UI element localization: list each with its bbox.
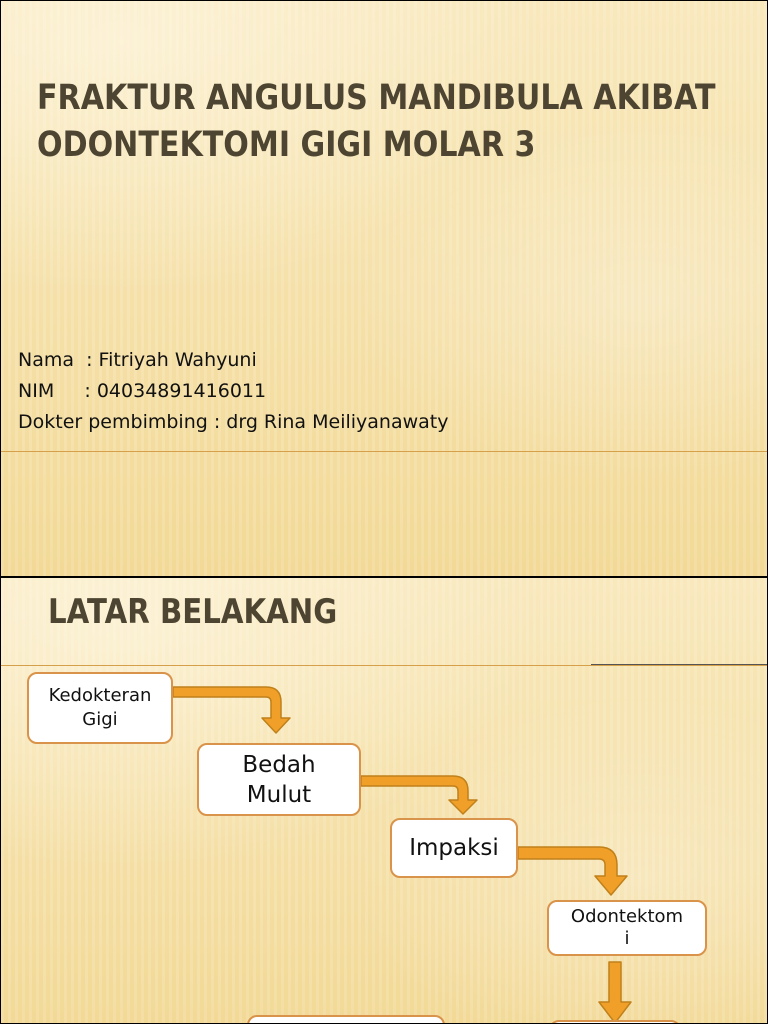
arrow-bedah-to-impaksi [361,776,477,814]
presenter-nim: NIM : 04034891416011 [18,380,267,402]
flow-box-label-line: Mulut [246,781,312,808]
flow-box-cut-off-left [247,1015,445,1024]
arrow-kedokteran-to-bedah [173,687,290,733]
flow-arrows [1,578,768,1024]
flow-box-label-line: Odontektom [570,906,684,927]
slide-title-line-1: FRAKTUR ANGULUS MANDIBULA AKIBAT [37,78,716,118]
flow-box-label-line: i [624,928,630,949]
divider-line [1,451,768,452]
slide-title [37,75,716,169]
flow-box-label: Impaksi [409,835,499,861]
flow-box-label-line: Kedokteran [48,685,152,706]
flow-box-kedokteran-gigi [27,672,173,744]
slide-title-line-2: ODONTEKTOMI GIGI MOLAR 3 [37,125,536,165]
arrow-odontektomi-down [599,962,631,1023]
flow-box-bedah-mulut [197,743,361,816]
flow-box-impaksi [390,818,518,878]
flow-box-cut-off-right [549,1020,681,1024]
slide-heading: LATAR BELAKANG [48,592,338,632]
background-slide [0,577,768,1024]
supervisor: Dokter pembimbing : drg Rina Meiliyanawaty [18,411,449,433]
presenter-name: Nama : Fitriyah Wahyuni [18,349,257,371]
flow-box-odontektomi [547,900,707,956]
arrow-impaksi-to-odontektomi [518,847,627,895]
flow-box-label-line: Bedah [242,751,316,778]
presenter-info [18,345,449,438]
flow-box-label-line: Gigi [82,709,118,730]
